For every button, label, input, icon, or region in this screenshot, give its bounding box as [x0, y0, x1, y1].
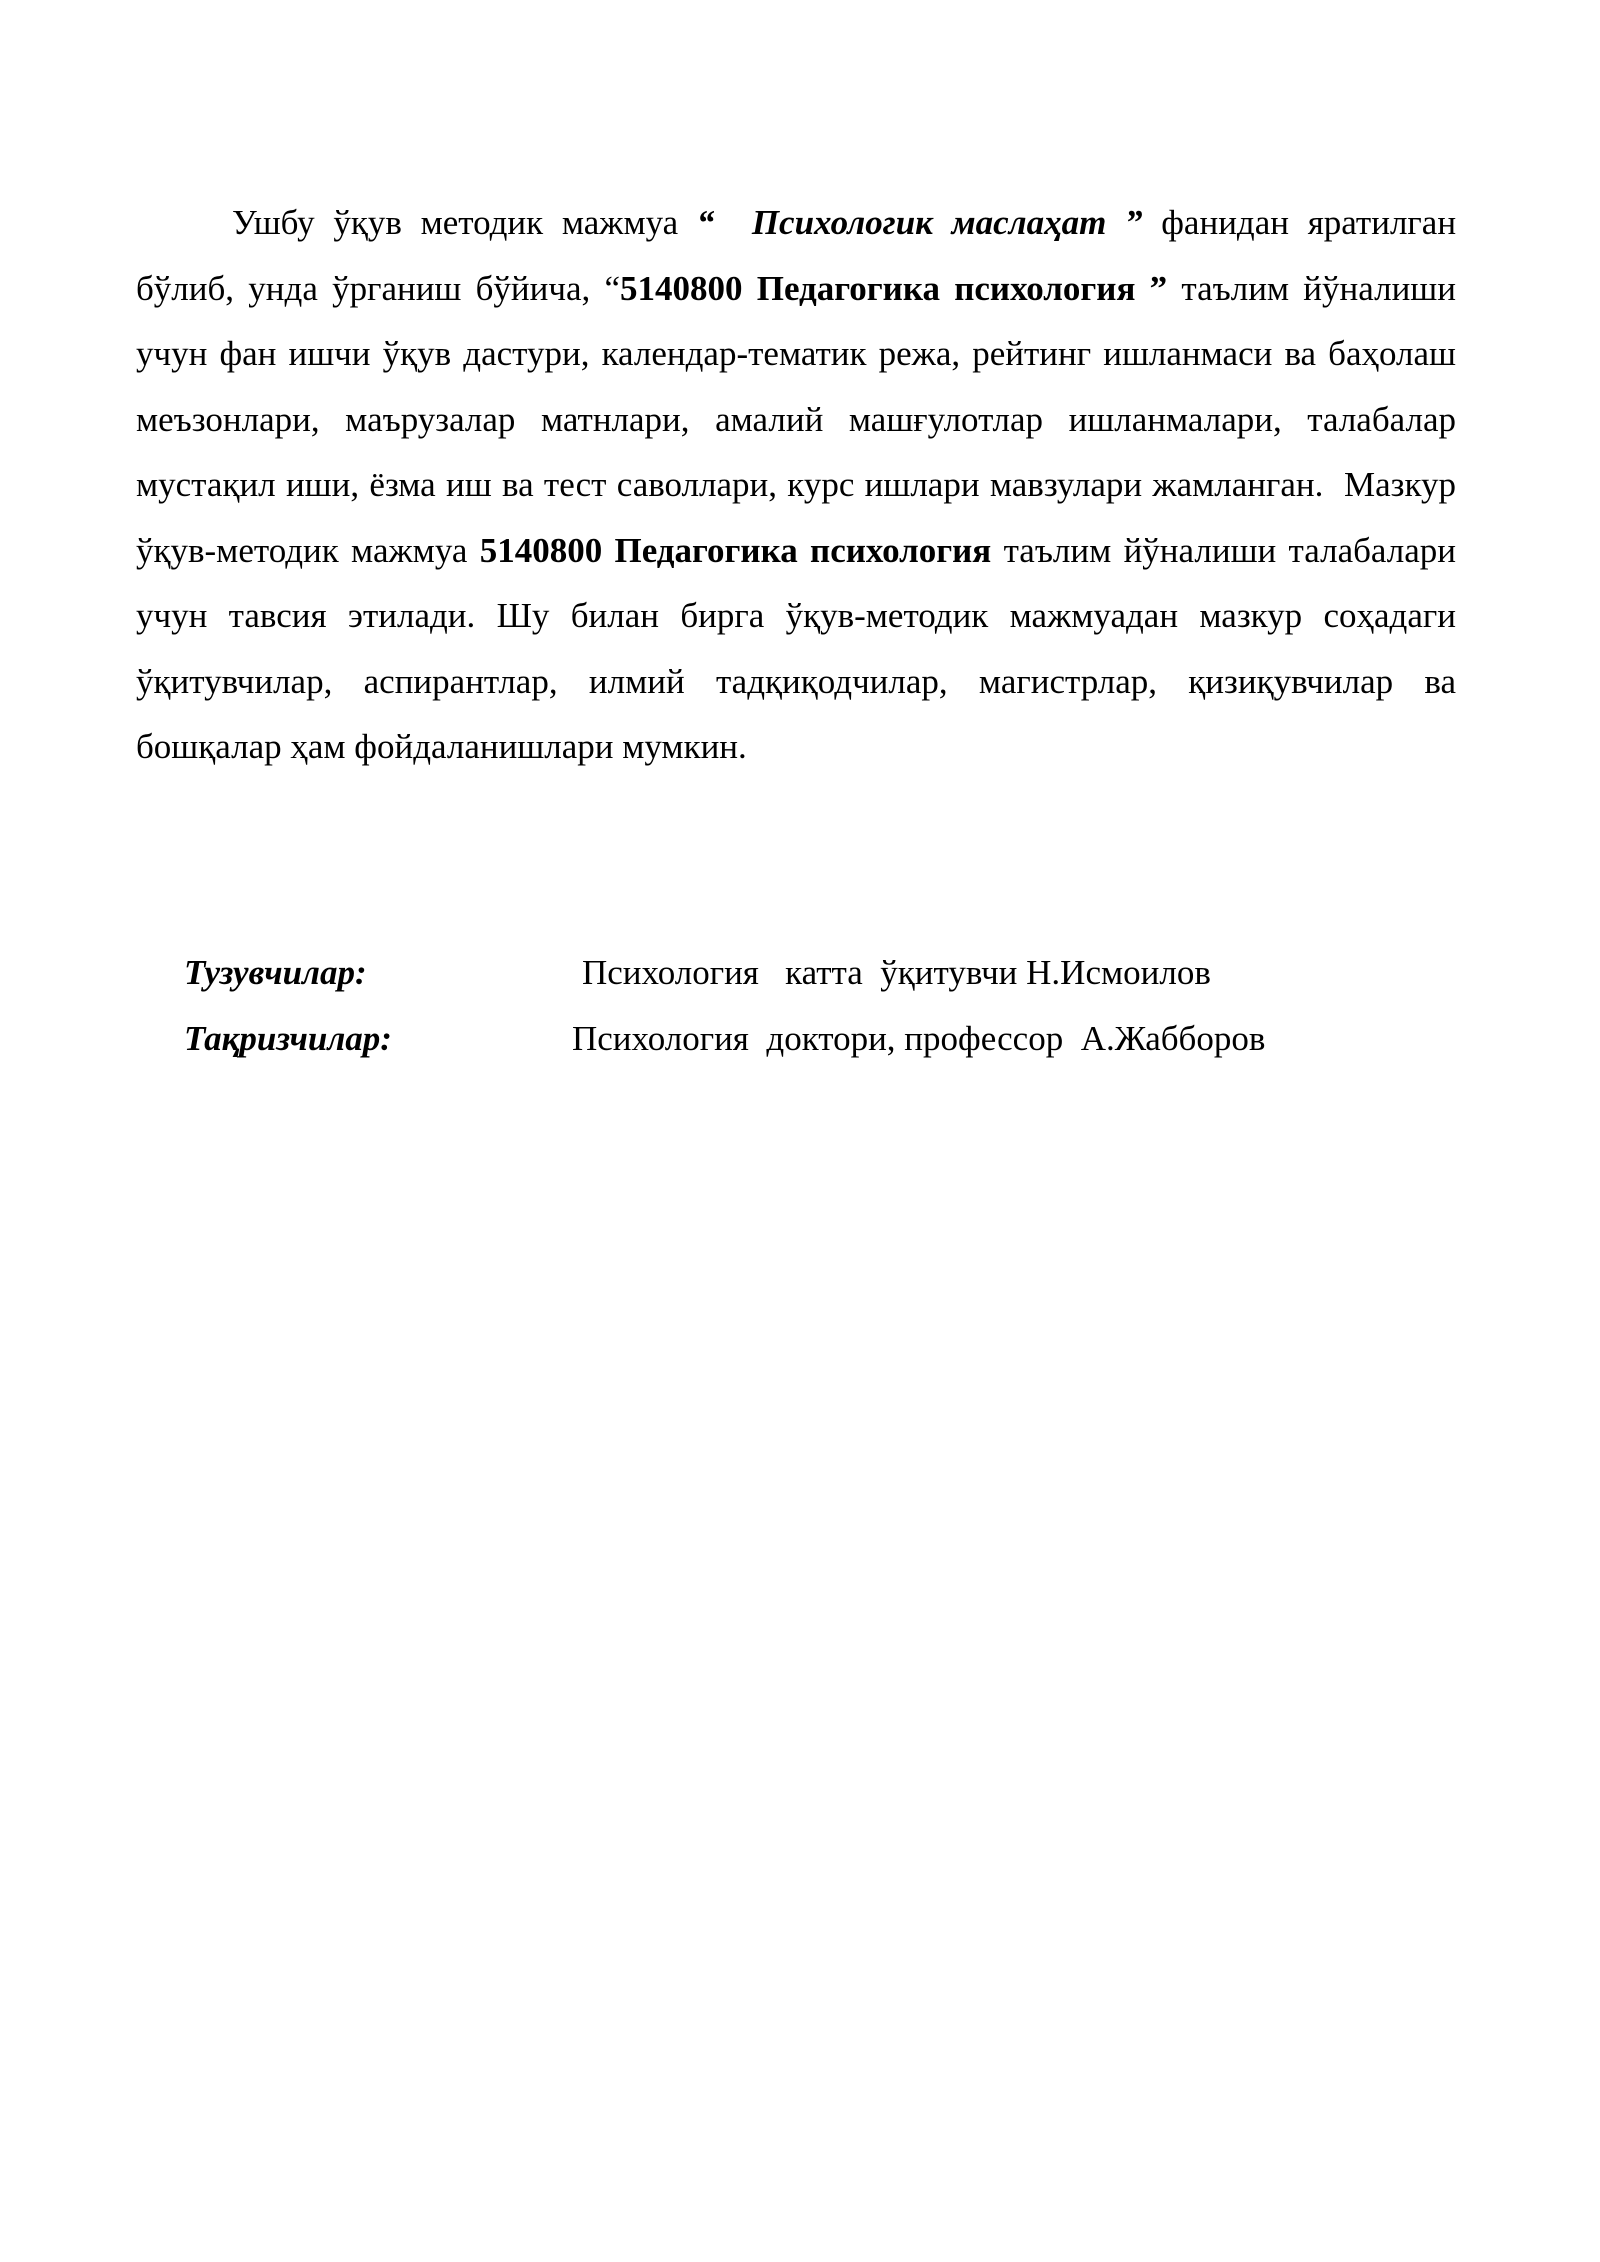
credits-block [184, 940, 1434, 1072]
paragraph-text-2: фанидан яратилган бўлиб, унда ўрганиш бўйича, “ [136, 203, 1457, 308]
authors-row [184, 940, 1434, 1006]
program-name-1: 5140800 Педагогика психология ” [620, 268, 1168, 308]
authors-label: Тузувчилар: [184, 953, 367, 992]
paragraph-text-4: Мазкур ўқув-методик мажмуа [136, 465, 1456, 570]
paragraph-text-3: таълим йўналиши учун фан ишчи ўқув дастури, календар-тематик режа, рейтинг ишланмаси ва баҳолаш меъзонлари, маърузалар матнлари, амалий машғулотлар ишланмалари, талабалар мустақил иши, ёзма иш ва тест саволлари, курс ишлари мавзулари жамланган. [136, 268, 1456, 504]
intro-paragraph [136, 190, 1456, 780]
reviewers-label: Тақризчилар: [184, 1019, 392, 1058]
paragraph-text-1: Ушбу ўқув методик мажмуа [232, 203, 679, 242]
reviewers-row [184, 1006, 1434, 1072]
open-quote: “ [696, 203, 715, 242]
close-quote: ” [1125, 203, 1143, 242]
authors-value: Психология катта ўқитувчи Н.Исмоилов [582, 953, 1211, 992]
paragraph-text-5: таълим йўналиши талабалари учун тавсия этилади. Шу билан бирга ўқув-методик мажмуадан мазкур соҳадаги ўқитувчилар, аспирантлар, илмий тадқиқодчилар, магистрлар, қизиқувчилар ва бошқалар ҳам фойдаланишлари мумкин. [136, 530, 1457, 766]
reviewers-value: Психология доктори, профессор А.Жабборов [572, 1019, 1266, 1058]
program-name-2: 5140800 Педагогика психология [479, 530, 992, 570]
subject-title: Психологик маслаҳат [751, 203, 1107, 242]
